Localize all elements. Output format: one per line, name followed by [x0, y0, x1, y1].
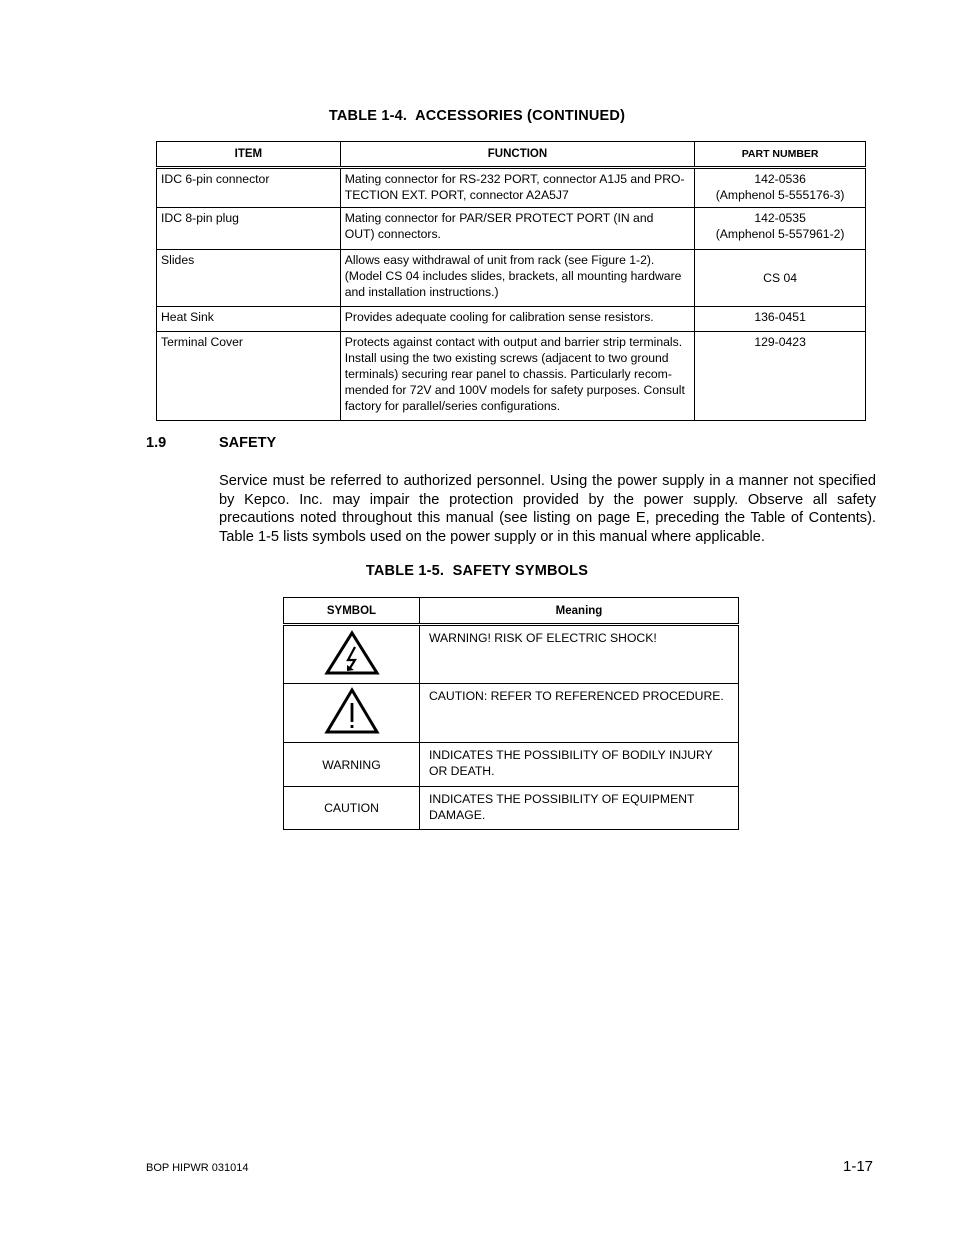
- safety-symbols-table: [283, 597, 739, 830]
- page-number: 1-17: [843, 1158, 874, 1175]
- safety-paragraph: Service must be referred to authorized personnel. Using the power supply in a manner not specified by Kepco. Inc. may impair the protection provided by the power supply. Observe all safety precautions noted throughout this manual (see listing on page E, preceding the Table of Contents). Table 1-5 lists symbols used on the power supply or in this manual where applicable.: [219, 473, 876, 545]
- function-line: OUT) connectors.: [344, 227, 441, 241]
- column-header-meaning: Meaning: [420, 598, 739, 625]
- table-1-4-title: TABLE 1-4. ACCESSORIES (CONTINUED): [328, 108, 626, 124]
- function-cell: [340, 307, 694, 332]
- table-row: [157, 208, 866, 250]
- table-row: [284, 787, 739, 830]
- table-row: [157, 168, 866, 208]
- table-header-row: [284, 598, 739, 625]
- item-cell: Terminal Cover: [157, 332, 341, 421]
- section-number: 1.9: [146, 435, 167, 451]
- item-cell: Slides: [157, 250, 341, 307]
- function-line: Mating connector for RS-232 PORT, connector A1J5 and PRO-: [344, 172, 685, 186]
- meaning-cell: CAUTION: REFER TO REFERENCED PROCEDURE.: [420, 684, 739, 743]
- meaning-cell: WARNING! RISK OF ELECTRIC SHOCK!: [420, 625, 739, 684]
- part-line: (Amphenol 5-555176-3): [715, 188, 845, 202]
- function-line: Protects against contact with output and barrier strip terminals.: [344, 335, 683, 349]
- column-header-part-number: PART NUMBER: [695, 142, 866, 168]
- column-header-symbol: SYMBOL: [284, 598, 420, 625]
- item-cell: IDC 6-pin connector: [157, 168, 341, 208]
- function-line: Allows easy withdrawal of unit from rack (see Figure 1-2).: [344, 253, 655, 267]
- part-number-cell: [695, 168, 866, 208]
- part-line: 142-0536: [754, 172, 806, 186]
- symbol-cell: [284, 625, 420, 684]
- document-id: BOP HIPWR 031014: [146, 1162, 249, 1174]
- part-line: 142-0535: [754, 211, 806, 225]
- function-line: Mating connector for PAR/SER PROTECT PORT (IN and: [344, 211, 654, 225]
- function-line: TECTION EXT. PORT, connector A2A5J7: [344, 188, 569, 202]
- function-cell: [340, 208, 694, 250]
- function-line: Install using the two existing screws (adjacent to two ground: [344, 351, 669, 365]
- part-line: 136-0451: [754, 310, 806, 324]
- meaning-line: INDICATES THE POSSIBILITY OF BODILY INJURY: [429, 748, 713, 762]
- part-number-cell: [695, 208, 866, 250]
- meaning-line: OR DEATH.: [429, 764, 495, 778]
- function-cell: [340, 250, 694, 307]
- table-row: [284, 743, 739, 787]
- table-row: [157, 307, 866, 332]
- function-cell: [340, 332, 694, 421]
- function-line: Provides adequate cooling for calibration sense resistors.: [344, 310, 654, 324]
- accessories-table: [156, 141, 866, 421]
- meaning-cell: [420, 787, 739, 830]
- part-number-cell: [695, 307, 866, 332]
- section-title: SAFETY: [219, 435, 277, 451]
- item-cell: Heat Sink: [157, 307, 341, 332]
- part-number-cell: [695, 332, 866, 421]
- function-line: factory for parallel/series configurations.: [344, 399, 561, 413]
- function-cell: [340, 168, 694, 208]
- part-line: CS 04: [763, 271, 798, 285]
- function-line: (Model CS 04 includes slides, brackets, all mounting hardware: [344, 269, 682, 283]
- meaning-line: INDICATES THE POSSIBILITY OF EQUIPMENT: [429, 792, 695, 806]
- meaning-cell: [420, 743, 739, 787]
- item-cell: IDC 8-pin plug: [157, 208, 341, 250]
- table-header-row: [157, 142, 866, 168]
- function-line: mended for 72V and 100V models for safety purposes. Consult: [344, 383, 685, 397]
- function-line: and installation instructions.): [344, 285, 499, 299]
- function-line: terminals) securing rear panel to chassis. Particularly recom-: [344, 367, 672, 381]
- part-number-cell: [695, 250, 866, 307]
- electric-shock-warning-icon: [324, 630, 380, 676]
- caution-exclamation-icon: [324, 687, 380, 735]
- symbol-cell: CAUTION: [284, 787, 420, 830]
- column-header-item: ITEM: [157, 142, 341, 168]
- part-line: (Amphenol 5-557961-2): [715, 227, 845, 241]
- table-row: [284, 625, 739, 684]
- symbol-cell: [284, 684, 420, 743]
- table-row: [157, 250, 866, 307]
- table-1-5-title: TABLE 1-5. SAFETY SYMBOLS: [365, 563, 589, 579]
- table-row: [284, 684, 739, 743]
- symbol-cell: WARNING: [284, 743, 420, 787]
- meaning-line: DAMAGE.: [429, 808, 486, 822]
- part-line: 129-0423: [754, 335, 806, 349]
- table-row: [157, 332, 866, 421]
- column-header-function: FUNCTION: [340, 142, 694, 168]
